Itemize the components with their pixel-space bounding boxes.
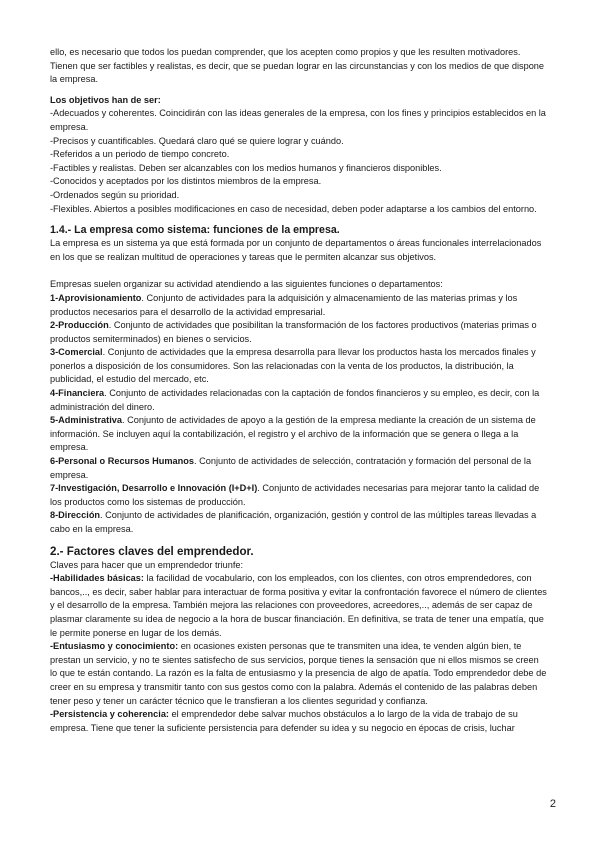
function-item: [50, 414, 548, 455]
factor-text: en ocasiones existen personas que te transmiten una idea, te venden algún bien, te prestan un servicio, y no te sientes satisfecho de sus servicios, porque tienes la sensación que ni ellos mismos se creen lo que te están contando. La razón es la falta de entusiasmo y la presencia de algo de apatía. Todo emprendedor debe de creer en su empresa y transmitir tanto con sus gestos como con la palabra. Además el contenido de las palabras deben tener peso y tener un carácter técnico que le transfieran a los clientes seguridad y confianza.: [50, 641, 547, 706]
function-text: . Conjunto de actividades que la empresa desarrolla para llevar los productos hasta los mercados finales y ponerlos a disposición de los consumidores. Son las relacionadas con la venta de los productos, la distribución, la publicidad, el estudio del mercado, etc.: [50, 347, 536, 385]
function-text: . Conjunto de actividades de apoyo a la gestión de la empresa mediante la creación de un sistema de información. Se incluyen aquí la contabilización, el registro y el archivo de la información que se genera o llega a la empresa.: [50, 415, 536, 453]
function-term: Dirección: [58, 510, 101, 521]
function-item: [50, 346, 548, 387]
function-text: . Conjunto de actividades para la adquisición y almacenamiento de las materias primas y los productos necesarios para el desarrollo de la actividad empresarial.: [50, 292, 518, 317]
function-text: . Conjunto de actividades que posibilitan la transformación de los factores productivos (materias primas o productos semiterminados) en bienes o servicios.: [50, 320, 537, 344]
page-number: 2: [549, 798, 556, 810]
objective-item: -Referidos a un periodo de tiempo concreto.: [50, 149, 230, 160]
function-text: . Conjunto de actividades necesarias para mejorar tanto la calidad de los productos como los sistemas de producción.: [50, 483, 540, 507]
factor-text: el emprendedor debe salvar muchos obstáculos a lo largo de la vida de trabajo de su empresa. Tiene que tener la suficiente persistencia para defender su idea y su negocio en épocas de crisis, luchar: [50, 709, 518, 733]
function-text: . Conjunto de actividades de planificación, organización, gestión y control de las múltiples tareas llevadas a cabo en la empresa.: [50, 510, 537, 534]
factor-item: [50, 572, 548, 640]
function-term: Comercial: [58, 347, 103, 358]
objective-item: -Adecuados y coherentes. Coincidirán con las ideas generales de la empresa, con los fines y principios establecidos en la empresa.: [50, 108, 546, 132]
function-number: 4-: [50, 388, 59, 399]
objectives-list: [50, 107, 548, 216]
function-term: Producción: [58, 320, 109, 331]
intro-paragraph: ello, es necesario que todos los puedan comprender, que los acepten como propios y que les resulten motivadores. Tienen que ser factibles y realistas, es decir, que se puedan lograr en las circunstancias y con los medios de que dispone la empresa.: [50, 47, 545, 85]
function-item: [50, 319, 548, 346]
function-item: [50, 482, 548, 509]
objective-item: -Factibles y realistas. Deben ser alcanzables con los medios humanos y financieros disponibles.: [50, 162, 442, 173]
factor-item: [50, 708, 548, 735]
function-number: 1-: [50, 292, 59, 303]
function-number: 7-: [50, 483, 59, 494]
objective-item: -Flexibles. Abiertos a posibles modificaciones en caso de necesidad, deben poder adaptarse a los cambios del entorno.: [50, 203, 537, 214]
function-number: 6-: [50, 456, 59, 467]
function-term: Administrativa: [58, 415, 122, 426]
function-text: . Conjunto de actividades relacionadas con la captación de fondos financieros y su empleo, es decir, con la administración del dinero.: [50, 388, 540, 412]
system-paragraph: La empresa es un sistema ya que está formada por un conjunto de departamentos o áreas funcionales interrelacionados en los que se realizan multitud de operaciones y tareas que le permiten alcanzar sus objetivos.: [50, 238, 542, 262]
section-heading-1-4: 1.4.- La empresa como sistema: funciones de la empresa.: [50, 224, 340, 237]
function-number: 5-: [50, 415, 59, 426]
factors-intro: Claves para hacer que un emprendedor triunfe:: [50, 559, 244, 570]
function-term: Financiera: [58, 388, 105, 399]
factors-list: [50, 572, 548, 735]
function-item: [50, 509, 548, 536]
factor-term: -Entusiasmo y conocimiento:: [50, 641, 179, 652]
functions-list: [50, 292, 548, 537]
factor-term: -Habilidades básicas:: [50, 573, 144, 584]
function-item: [50, 292, 548, 319]
factor-text: la facilidad de vocabulario, con los empleados, con los clientes, con otros emprendedores, con bancos,.., es decir, saber hablar para interactuar de forma positiva y evitar la confrontación favorece el número de clientes y el desarrollo de la empresa. También mejora las relaciones con proveedores, acreedores,.., además de ser capaz de plasmar claramente su idea de negocio a la hora de buscar financiación. En definitiva, se trata de tener una empatía, que le permite ponerse en lugar de los demás.: [50, 573, 547, 638]
section-heading-2: 2.- Factores claves del emprendedor.: [50, 544, 254, 558]
function-number: 2-: [50, 320, 59, 331]
objective-item: -Conocidos y aceptados por los distintos miembros de la empresa.: [50, 176, 322, 187]
function-term: Aprovisionamiento: [58, 292, 142, 303]
function-text: . Conjunto de actividades de selección, contratación y formación del personal de la empresa.: [50, 456, 532, 480]
factor-item: [50, 640, 548, 708]
objective-item: -Ordenados según su prioridad.: [50, 189, 180, 200]
functions-intro: Empresas suelen organizar su actividad atendiendo a las siguientes funciones o departamentos:: [50, 279, 443, 290]
objectives-heading: Los objetivos han de ser:: [50, 94, 161, 105]
function-term: Investigación, Desarrollo e Innovación (I+D+I): [58, 483, 258, 494]
function-term: Personal o Recursos Humanos: [58, 456, 194, 467]
function-item: [50, 387, 548, 414]
function-item: [50, 455, 548, 482]
factor-term: -Persistencia y coherencia:: [50, 709, 169, 720]
function-number: 8-: [50, 510, 59, 521]
objective-item: -Precisos y cuantificables. Quedará claro qué se quiere lograr y cuándo.: [50, 135, 344, 146]
function-number: 3-: [50, 347, 59, 358]
